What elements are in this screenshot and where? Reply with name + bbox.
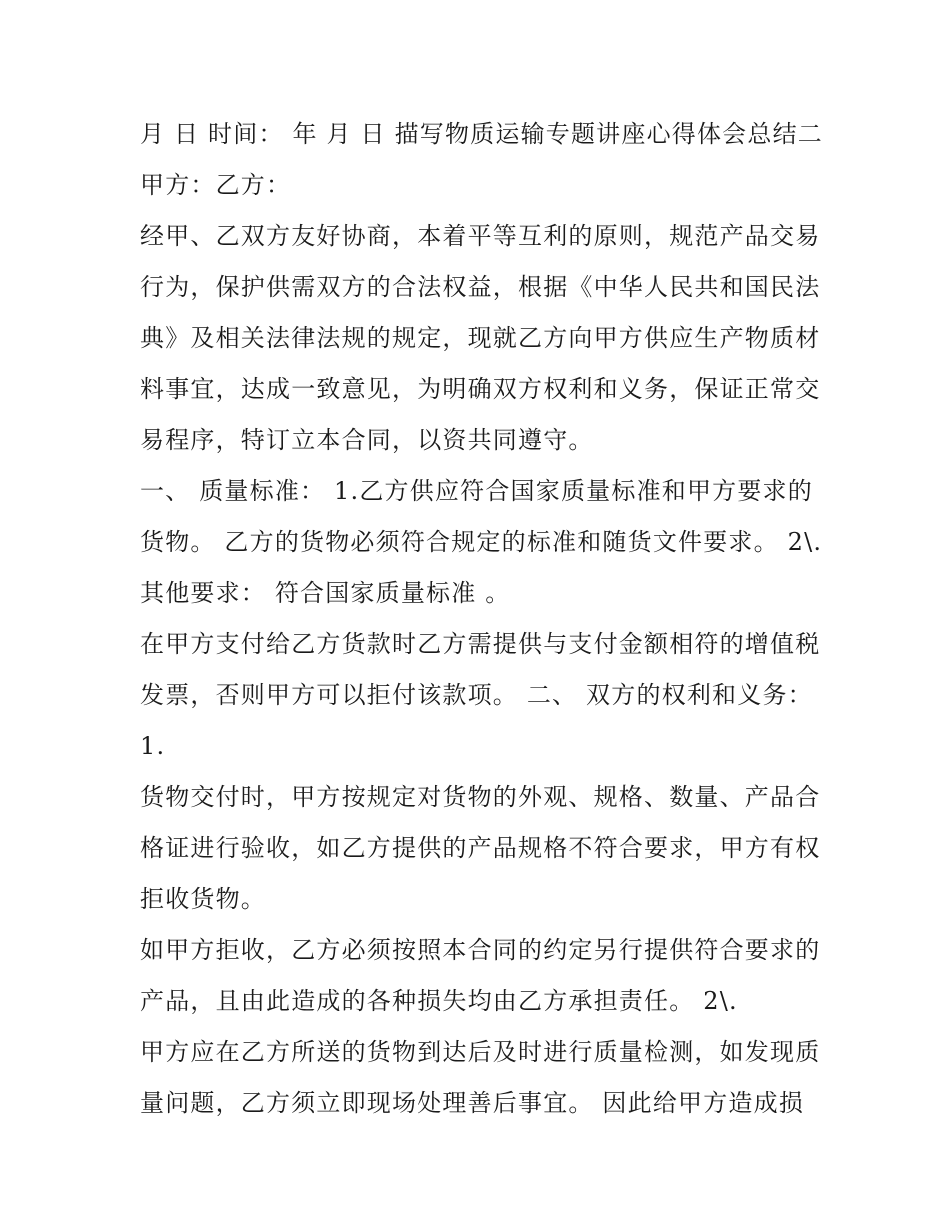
paragraph-title <box>140 109 823 160</box>
text-line: 1. <box>140 732 166 760</box>
text-line: 其他要求： 符合国家质量标准 。 <box>140 579 511 607</box>
text-line: 货物交付时，甲方按规定对货物的外观、规格、数量、产品合 <box>140 783 821 811</box>
text-line: 行为，保护供需双方的合法权益，根据《中华人民共和国民法 <box>140 273 821 301</box>
paragraph-quality-standard <box>140 466 823 619</box>
text-line: 经甲、乙双方友好协商，本着平等互利的原则，规范产品交易 <box>140 222 821 250</box>
text-line: 产品，且由此造成的各种损失均由乙方承担责任。 2\. <box>140 987 738 1015</box>
paragraph-parties <box>140 160 820 211</box>
paragraph-rejection <box>140 925 820 1027</box>
text-line: 月 日 时间： 年 月 日 描写物质运输专题讲座心得体会总结二 <box>140 120 823 148</box>
text-line: 发票，否则甲方可以拒付该款项。 二、 双方的权利和义务： <box>140 681 813 709</box>
text-line: 甲方应在乙方所送的货物到达后及时进行质量检测，如发现质 <box>140 1038 821 1066</box>
text-line: 如甲方拒收，乙方必须按照本合同的约定另行提供符合要求的 <box>140 936 821 964</box>
text-line: 料事宜，达成一致意见，为明确双方权利和义务，保证正常交 <box>140 375 821 403</box>
text-line: 在甲方支付给乙方货款时乙方需提供与支付金额相符的增值税 <box>140 630 821 658</box>
paragraph-quality-check <box>140 1027 820 1129</box>
text-line: 拒收货物。 <box>140 885 266 913</box>
text-line: 量问题，乙方须立即现场处理善后事宜。 因此给甲方造成损 <box>140 1089 805 1117</box>
paragraph-invoice <box>140 619 820 772</box>
text-line: 格证进行验收，如乙方提供的产品规格不符合要求，甲方有权 <box>140 834 821 862</box>
text-line: 典》及相关法律法规的规定，现就乙方向甲方供应生产物质材 <box>140 324 821 352</box>
text-line: 易程序，特订立本合同，以资共同遵守。 <box>140 426 594 454</box>
document-body <box>140 109 823 1129</box>
paragraph-preamble <box>140 211 820 466</box>
text-line: 货物。 乙方的货物必须符合规定的标准和随货文件要求。 2\. <box>140 528 823 556</box>
paragraph-delivery-inspection <box>140 772 820 925</box>
text-line: 甲方：乙方： <box>140 171 292 199</box>
text-line: 一、 质量标准： 1.乙方供应符合国家质量标准和甲方要求的 <box>140 477 813 505</box>
